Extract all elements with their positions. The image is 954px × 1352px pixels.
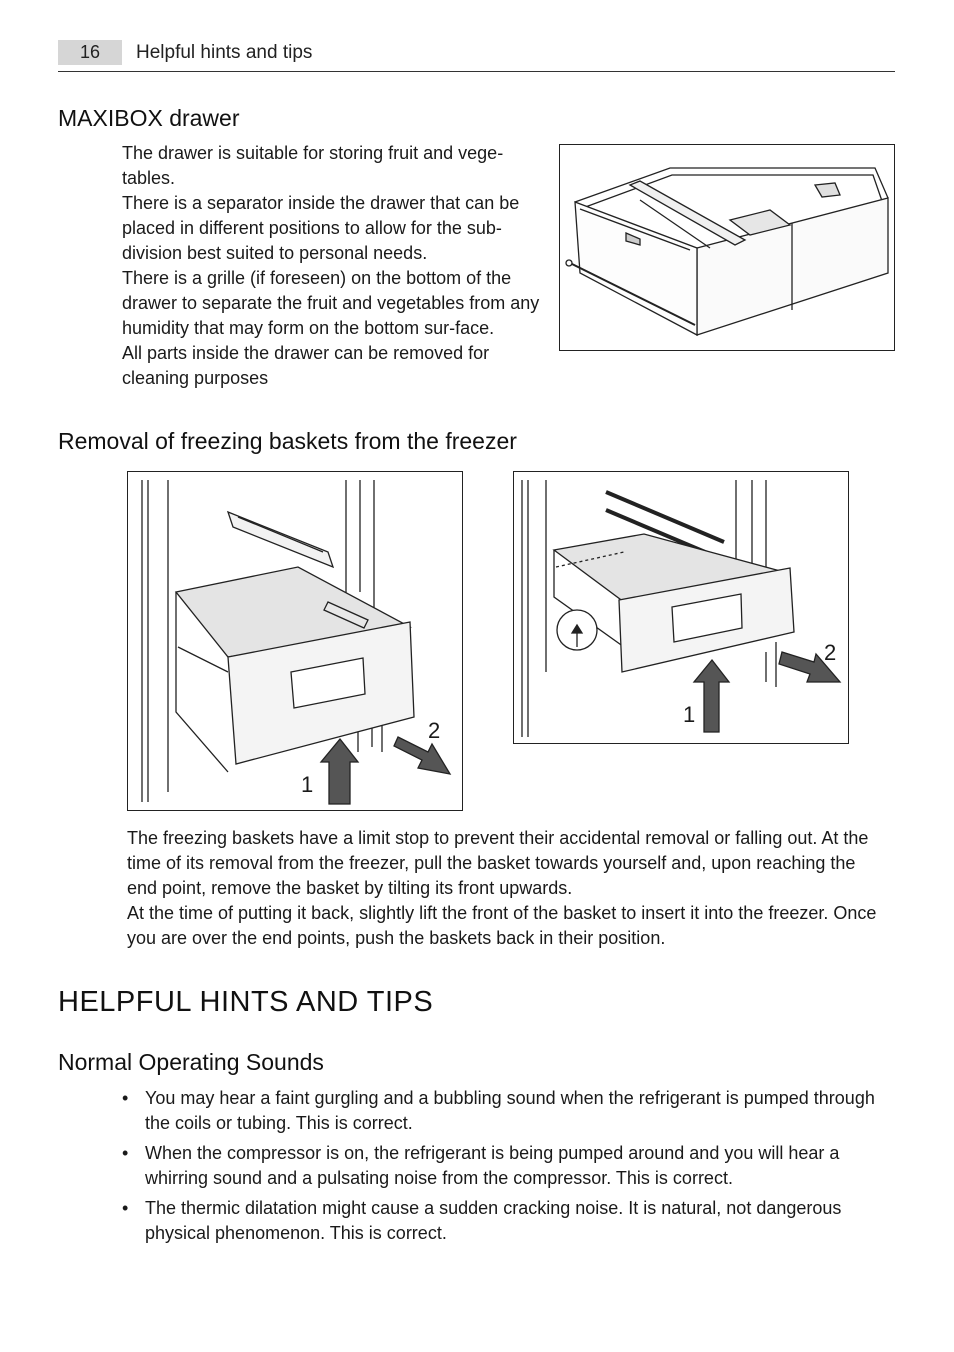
header-title: Helpful hints and tips <box>136 42 313 63</box>
maxibox-paragraph: There is a grille (if foreseen) on the bottom of the drawer to separate the fruit and vegetables from any humidity that may form on the bottom sur-face. <box>122 268 540 338</box>
list-item-text: The thermic dilatation might cause a sudden cracking noise. It is natural, not dangerous physical phenomenon. This is correct. <box>145 1198 842 1243</box>
basket-removal-illustration-left <box>127 471 463 811</box>
freezer-heading: Removal of freezing baskets from the freezer <box>58 428 517 454</box>
step-1-label: 1 <box>683 702 696 727</box>
page-number: 16 <box>58 40 122 65</box>
normal-sounds-heading: Normal Operating Sounds <box>58 1049 324 1075</box>
maxibox-description <box>122 141 542 391</box>
list-item <box>120 1141 900 1191</box>
list-item <box>120 1196 900 1246</box>
step-2-label: 2 <box>824 640 837 665</box>
list-item <box>120 1086 900 1136</box>
list-item-text: You may hear a faint gurgling and a bubbling sound when the refrigerant is pumped through the coils or tubing. This is correct. <box>145 1088 875 1133</box>
freezer-paragraph: The freezing baskets have a limit stop to prevent their accidental removal or falling out. At the time of its removal from the freezer, pull the basket towards yourself and, upon reaching the end point, remove the basket by tilting its front upwards. <box>127 828 869 898</box>
maxibox-paragraph: The drawer is suitable for storing fruit and vege-tables. <box>122 143 504 188</box>
basket-removal-illustration-right <box>513 471 849 744</box>
bullet-icon: • <box>122 1143 129 1163</box>
list-item-text: When the compressor is on, the refrigerant is being pumped around and you will hear a whirring sound and a pulsating noise from the compressor. This is correct. <box>145 1143 840 1188</box>
maxibox-heading: MAXIBOX drawer <box>58 105 240 131</box>
freezer-description <box>127 826 887 951</box>
section-title: HELPFUL HINTS AND TIPS <box>58 986 434 1018</box>
page-header <box>58 40 895 72</box>
maxibox-paragraph: There is a separator inside the drawer that can be placed in different positions to allow for the sub-division best suited to personal needs. <box>122 193 520 263</box>
step-2-label: 2 <box>428 718 441 743</box>
maxibox-drawer-illustration <box>559 144 895 351</box>
sounds-list <box>120 1086 900 1251</box>
bullet-icon: • <box>122 1198 129 1218</box>
freezer-paragraph: At the time of putting it back, slightly lift the front of the basket to insert it into the freezer. Once you are over the end points, push the baskets back in their position. <box>127 903 877 948</box>
bullet-icon: • <box>122 1088 129 1108</box>
maxibox-paragraph: All parts inside the drawer can be removed for cleaning purposes <box>122 343 490 388</box>
step-1-label: 1 <box>301 772 314 797</box>
